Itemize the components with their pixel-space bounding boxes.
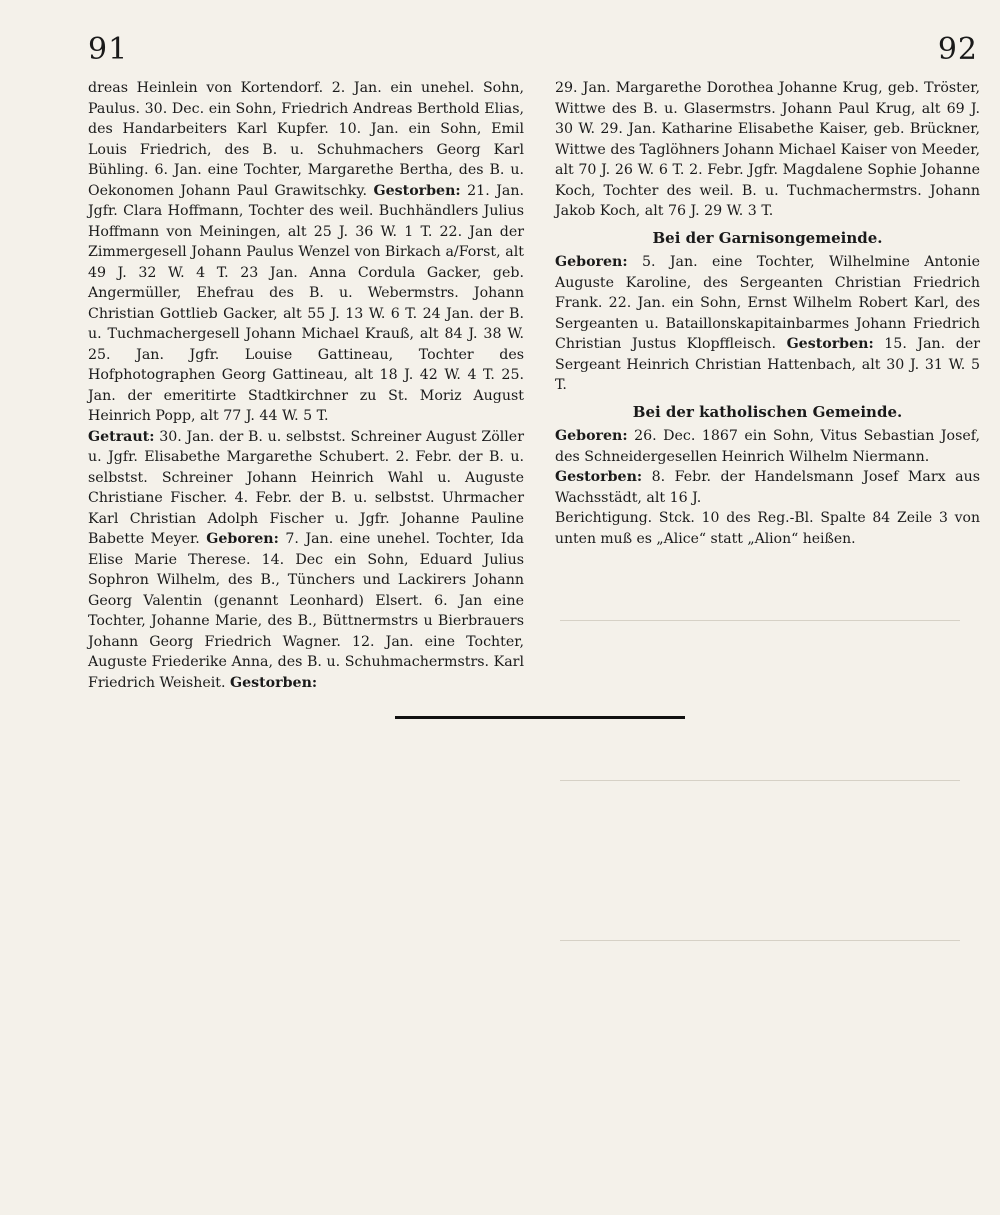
right-paragraph-deaths: 29. Jan. Margarethe Dorothea Johanne Krug, geb. Tröster, Wittwe des B. u. Glasermstrs. Johann Paul Krug, alt 69 J. 30 W. 29. Jan. Katharine Elisabethe Kaiser, geb. Brückner, Wittwe des Taglöhners Johann Michael Kaiser von Meeder, alt 70 J. 26 W. 6 T. 2. Febr. Jgfr. Magdalene Sophie Johanne Koch, Tochter des weil. B. u. Tuchmachermstrs. Johann Jakob Koch, alt 76 J. 29 W. 3 T. [555, 80, 980, 219]
deaths-heading: Gestorben: [230, 674, 318, 691]
errata-notice: Berichtigung. Stck. 10 des Reg.-Bl. Spalte 84 Zeile 3 von unten muß es „Alice“ statt „Alion“ heißen. [555, 510, 980, 547]
births-heading: Geboren: [555, 254, 628, 270]
right-paragraph-garrison [555, 252, 980, 396]
left-column [88, 78, 524, 693]
section-heading-catholic: Bei der katholischen Gemeinde. [632, 402, 903, 421]
left-paragraph-marriages [88, 427, 524, 694]
text-run: 21. Jan. Jgfr. Clara Hoffmann, Tochter des weil. Buchhändlers Julius Hoffmann von Meiningen, alt 25 J. 36 W. 1 T. 22. Jan der Zimmergesell Johann Paulus Wenzel von Birkach a/Forst, alt 49 J. 32 W. 4 T. 23 Jan. Anna Cordula Gacker, geb. Angermüller, Ehefrau des B. u. Webermstrs. Johann Christian Gottlieb Gacker, alt 55 J. 13 W. 6 T. 24 Jan. der B. u. Tuchmachergesell Johann Michael Krauß, alt 84 J. 38 W. 25. Jan. Jgfr. Louise Gattineau, Tochter des Hofphotographen Georg Gattineau, alt 18 J. 42 W. 4 T. 25. Jan. der emeritirte Stadtkirchner zu St. Moriz August Heinrich Popp, alt 77 J. 44 W. 5 T. [88, 182, 524, 424]
bleed-through-line [560, 780, 960, 781]
text-run: 5. Jan. eine Tochter, Wilhelmine Antonie Auguste Karoline, des Sergeanten Christian Friedrich Frank. 22. Jan. ein Sohn, Ernst Wilhelm Robert Karl, des Sergeanten u. Bataillonskapitainbarmes Johann Friedrich Christian Justus Klopffleisch. [555, 254, 980, 352]
text-run: 26. Dec. 1867 ein Sohn, Vitus Sebastian Josef, des Schneidergesellen Heinrich Wilhelm Niermann. [555, 428, 980, 465]
right-paragraph-catholic [555, 426, 980, 508]
deaths-heading: Gestorben: [786, 336, 874, 352]
divider-rule [395, 716, 685, 719]
text-run: 7. Jan. eine unehel. Tochter, Ida Elise Marie Therese. 14. Dec ein Sohn, Eduard Julius Sophron Wilhelm, des B., Tünchers und Lackirers Johann Georg Valentin (genannt Leonhard) Elsert. 6. Jan eine Tochter, Johanne Marie, des B., Büttnermstrs u Bierbrauers Johann Georg Friedrich Wagner. 12. Jan. eine Tochter, Auguste Friederike Anna, des B. u. Schuhmachermstrs. Karl Friedrich Weisheit. [88, 531, 525, 691]
text-run: 30. Jan. der B. u. selbstst. Schreiner August Zöller u. Jgfr. Elisabethe Margarethe Schubert. 2. Febr. der B. u. selbstst. Schreiner Johann Heinrich Wahl u. Auguste Christiane Fischer. 4. Febr. der B. u. selbstst. Uhrmacher Karl Christian Adolph Fischer u. Jgfr. Johanne Pauline Babette Meyer. [88, 428, 524, 547]
left-paragraph-births-deaths [88, 78, 524, 427]
text-run: 8. Febr. der Handelsmann Josef Marx aus Wachsstädt, alt 16 J. [555, 469, 980, 506]
marriages-heading: Getraut: [88, 428, 155, 445]
bleed-through-line [560, 620, 960, 621]
page-number-left: 91 [88, 32, 129, 67]
right-column [555, 78, 980, 550]
deaths-heading: Gestorben: [555, 469, 643, 485]
text-run: dreas Heinlein von Kortendorf. 2. Jan. ein unehel. Sohn, Paulus. 30. Dec. ein Sohn, Friedrich Andreas Berthold Elias, des Handarbeiters Karl Kupfer. 10. Jan. ein Sohn, Emil Louis Friedrich, des B. u. Schuhmachers Georg Karl Bühling. 6. Jan. eine Tochter, Margarethe Bertha, des B. u. Oekonomen Johann Paul Grawitschky. [88, 80, 524, 199]
deaths-heading: Gestorben: [373, 182, 461, 199]
births-heading: Geboren: [555, 428, 628, 444]
section-heading-garrison: Bei der Garnisongemeinde. [652, 228, 883, 247]
births-heading: Geboren: [206, 531, 279, 547]
text-run: 15. Jan. der Sergeant Heinrich Christian Hattenbach, alt 30 J. 31 W. 5 T. [555, 336, 981, 393]
bleed-through-line [560, 940, 960, 941]
page-number-right: 92 [937, 32, 978, 67]
